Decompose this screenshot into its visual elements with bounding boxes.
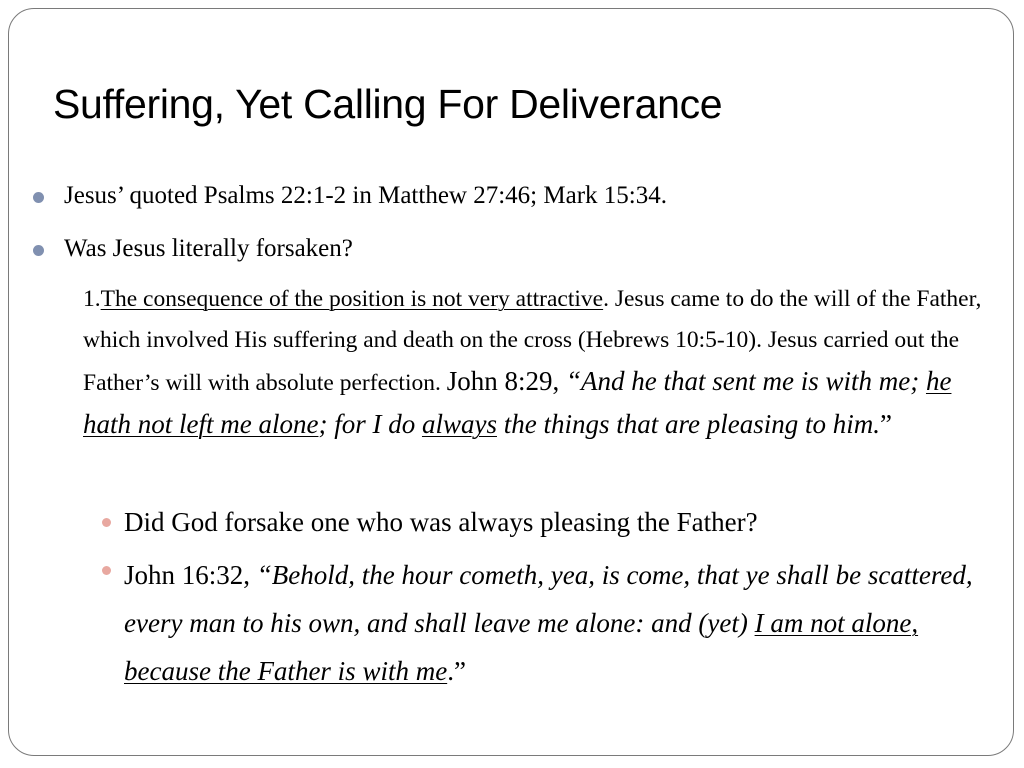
numbered-item [83,279,993,447]
item-number: 1. [83,286,101,312]
slide [8,8,1014,756]
sub-bullet-item [124,551,984,695]
scripture-reference: John 8:29, [446,366,566,396]
quote-close: .” [447,656,466,686]
item-text: . Jesus came to do the will of the Father, which involved His suffering and death on the cross (Hebrews 10:5-10). Jesus carried out the Father’s will with absolute perfection. [83,286,982,396]
scripture-quote: “Behold, the hour cometh, yea, is come, that ye shall be scattered, every man to his own, and shall leave me alone: and (yet) I am not alone, because the Father is with me [124,560,973,686]
scripture-quote: “And he that sent me is with me; he hath not left me alone; for I do always the things that are pleasing to him. [83,366,952,439]
item-heading: The consequence of the position is not very attractive [100,286,604,312]
scripture-reference: John 16:32, [124,560,257,590]
bullet-item: Jesus’ quoted Psalms 22:1-2 in Matthew 27:46; Mark 15:34. [64,182,667,209]
sub-bullet-item: Did God forsake one who was always pleasing the Father? [124,507,758,537]
quote-close: ” [879,409,892,439]
bullet-dot-icon [102,518,111,527]
bullet-dot-icon [33,245,44,256]
slide-title: Suffering, Yet Calling For Deliverance [53,81,723,127]
bullet-item: Was Jesus literally forsaken? [64,235,353,262]
bullet-dot-icon [33,192,44,203]
bullet-dot-icon [102,566,111,575]
